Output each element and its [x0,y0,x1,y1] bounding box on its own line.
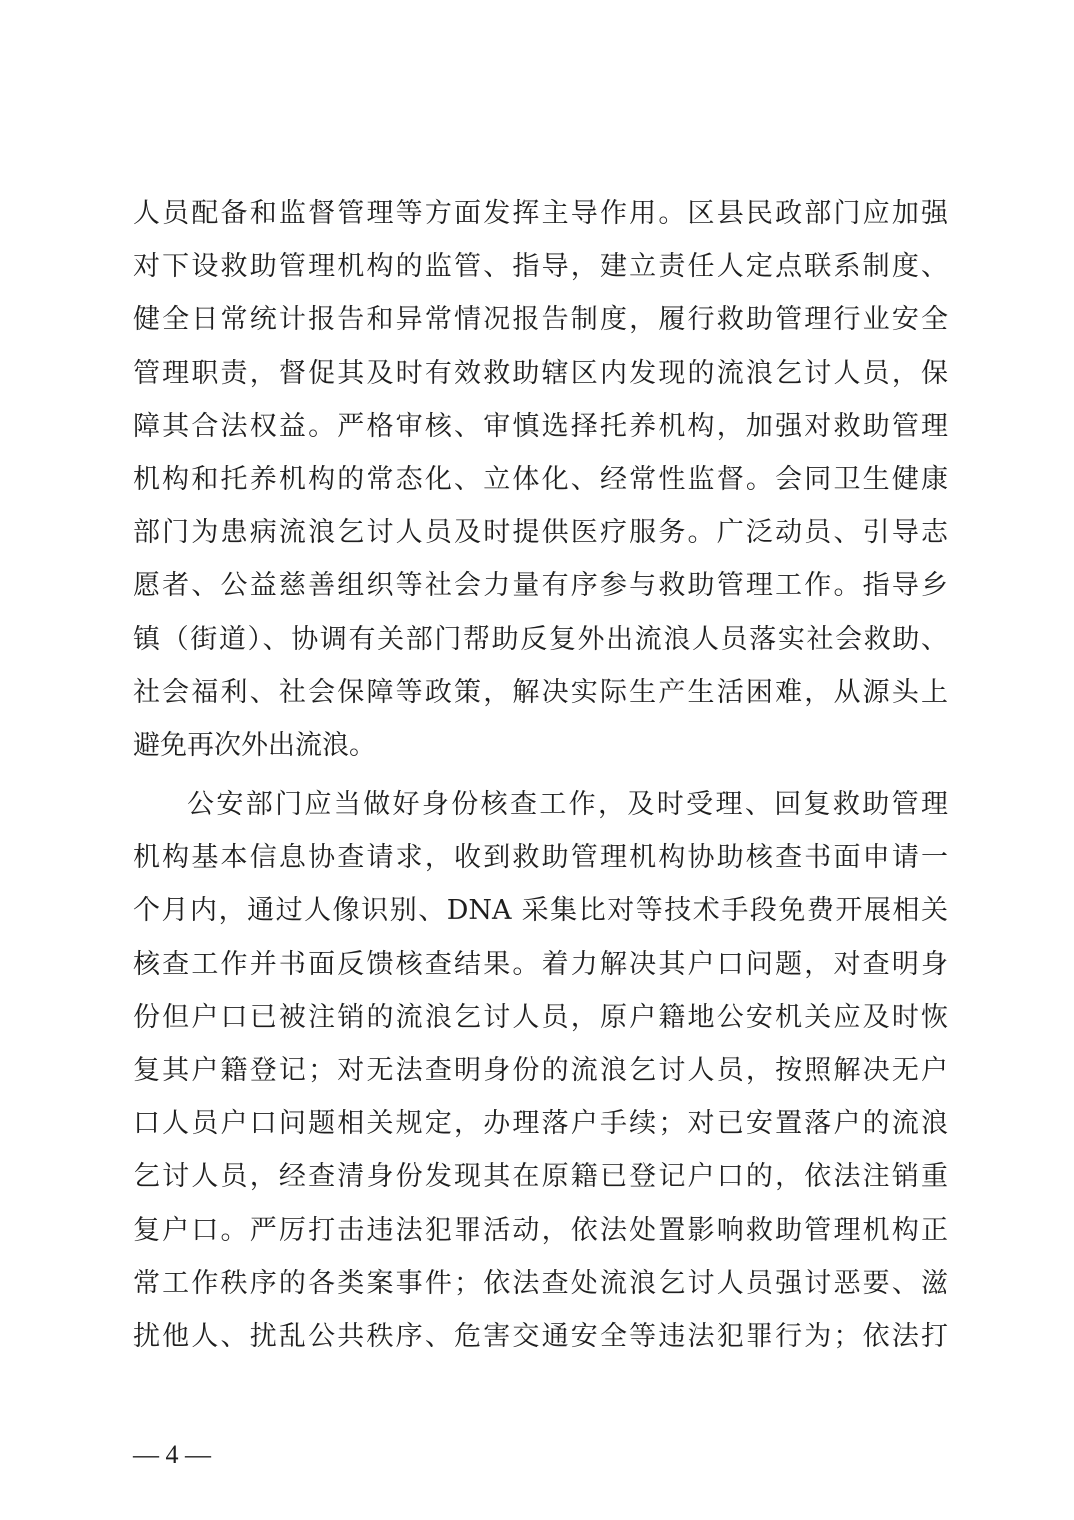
body-text [133,187,948,1363]
text-line: 管理职责，督促其及时有效救助辖区内发现的流浪乞讨人员，保 [133,357,948,389]
text-line: 人员配备和监督管理等方面发挥主导作用。区县民政部门应加强 [133,198,948,229]
text-line: 对下设救助管理机构的监管、指导，建立责任人定点联系制度、 [133,251,948,283]
text-line: 扰他人、扰乱公共秩序、危害交通安全等违法犯罪行为；依法打 [133,1320,948,1352]
text-line: 常工作秩序的各类案事件；依法查处流浪乞讨人员强讨恶要、滋 [133,1267,948,1299]
text-line: 机构基本信息协查请求，收到救助管理机构协助核查书面申请一 [133,842,948,874]
text-line: 口人员户口问题相关规定，办理落户手续；对已安置落户的流浪 [133,1108,948,1140]
text-line: 个月内，通过人像识别、DNA 采集比对等技术手段免费开展相关 [133,895,948,927]
text-line: 镇（街道）、协调有关部门帮助反复外出流浪人员落实社会救助、 [133,623,948,655]
page-number: — 4 — [133,1440,211,1469]
text-line: 份但户口已被注销的流浪乞讨人员，原户籍地公安机关应及时恢 [133,1001,948,1033]
text-line: 社会福利、社会保障等政策，解决实际生产生活困难，从源头上 [133,676,948,708]
text-line: 机构和托养机构的常态化、立体化、经常性监督。会同卫生健康 [133,463,948,495]
text-line: 核查工作并书面反馈核查结果。着力解决其户口问题，对查明身 [133,948,948,980]
text-line: 愿者、公益慈善组织等社会力量有序参与救助管理工作。指导乡 [133,570,948,602]
text-line: 乞讨人员，经查清身份发现其在原籍已登记户口的，依法注销重 [133,1161,948,1193]
text-line: 障其合法权益。严格审核、审慎选择托养机构，加强对救助管理 [133,410,948,442]
text-line: 复户口。严厉打击违法犯罪活动，依法处置影响救助管理机构正 [133,1214,948,1246]
text-line: 部门为患病流浪乞讨人员及时提供医疗服务。广泛动员、引导志 [133,517,948,549]
paragraph-1 [133,187,948,772]
text-line: 避免再次外出流浪。 [133,729,376,761]
text-line: 健全日常统计报告和异常情况报告制度，履行救助管理行业安全 [133,304,948,336]
text-line: 复其户籍登记；对无法查明身份的流浪乞讨人员，按照解决无户 [133,1055,948,1086]
text-line: 公安部门应当做好身份核查工作，及时受理、回复救助管理 [187,789,948,821]
paragraph-2 [133,778,948,1363]
